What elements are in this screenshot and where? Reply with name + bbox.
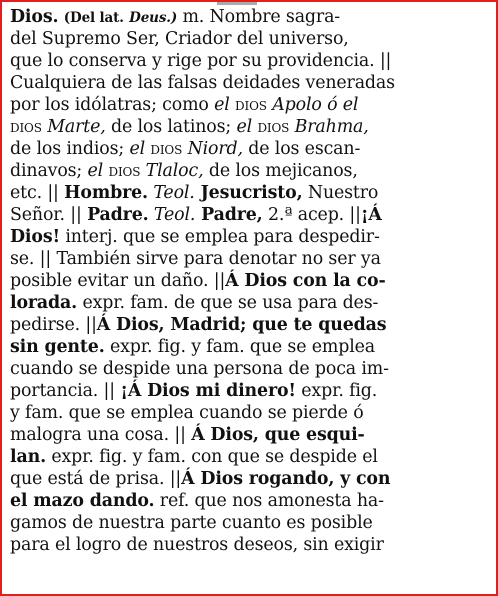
text-run: interj. que se emplea para despedir- [59, 227, 380, 247]
text-run: portancia. || [10, 381, 121, 401]
text-run: del Supremo Ser, Criador del universo, [10, 29, 349, 49]
entry-line [10, 204, 382, 226]
small-caps-run: dios [235, 95, 267, 115]
subentry-head: Dios! [10, 227, 60, 247]
entry-line [10, 226, 380, 248]
entry-line [10, 248, 381, 270]
subentry-head: Hombre. [64, 183, 148, 203]
text-run: ref. que nos amonesta ha- [154, 491, 384, 511]
italic-run: Tlaloc, [140, 161, 204, 181]
text-run: expr. fig. [295, 381, 378, 401]
subentry-head: ¡Á Dios mi dinero! [120, 381, 296, 401]
italic-run: Niord, [182, 139, 243, 159]
text-run: Señor. || [10, 205, 88, 225]
entry-line [10, 270, 386, 292]
entry-line [10, 468, 390, 490]
bold-run: Padre, [195, 205, 263, 225]
subentry-head: lan. [10, 447, 46, 467]
text-run: gamos de nuestra parte cuanto es posible [10, 513, 373, 533]
entry-line [10, 116, 369, 138]
print-smudge [217, 2, 257, 5]
bold-run: Jesucristo, [194, 183, 303, 203]
etymology-word: Deus.) [129, 10, 178, 26]
subentry-head: Á Dios rogando, y con [181, 469, 391, 489]
entry-line [10, 138, 360, 160]
entry-line [10, 336, 375, 358]
text-run: posible evitar un daño. || [10, 271, 226, 291]
entry-line [10, 314, 386, 336]
italic-run: Brahma, [289, 117, 369, 137]
italic-run: ó el [321, 95, 359, 115]
italic-run: Teol. [147, 183, 195, 203]
subentry-head: ¡Á [360, 205, 382, 225]
text-run: expr. fam. de que se usa para des- [77, 293, 379, 313]
entry-line [10, 358, 389, 380]
italic-run: Apolo [266, 95, 322, 115]
text-run: y fam. que se emplea cuando se pierde ó [10, 403, 364, 423]
italic-run: el [236, 117, 258, 137]
text-run: 2.ª acep. || [262, 205, 361, 225]
text-run: malogra una cosa. || [10, 425, 192, 445]
text-run: Cualquiera de las falsas deidades veneradas [10, 73, 395, 93]
entry-line [10, 380, 377, 402]
entry-line [10, 534, 384, 556]
italic-run: el [87, 161, 109, 181]
entry-line [10, 28, 349, 50]
text-run: de los escan- [242, 139, 361, 159]
entry-line [10, 182, 378, 204]
text-run: de los indios; [10, 139, 130, 159]
subentry-head: el mazo dando. [10, 491, 155, 511]
text-run: expr. fig. y fam. que se emplea [104, 337, 375, 357]
small-caps-run: dios [150, 139, 183, 159]
italic-run: el [214, 95, 236, 115]
subentry-head: Á Dios, que esqui- [191, 425, 365, 445]
subentry-head: Á Dios con la co- [225, 271, 386, 291]
small-caps-run: dios [257, 117, 290, 137]
italic-run: Marte, [41, 117, 106, 137]
text-run: cuando se despide una persona de poca im- [10, 359, 389, 379]
text-run: que está de prisa. || [10, 469, 182, 489]
entry-line [10, 50, 391, 72]
italic-run: el [129, 139, 151, 159]
subentry-head: Padre. [87, 205, 149, 225]
italic-run: Teol. [148, 205, 196, 225]
text-run: que lo conserva y rige por su providencia. || [10, 51, 392, 71]
text-run: expr. fig. y fam. con que se despide el [45, 447, 378, 467]
text-run: pedirse. || [10, 315, 97, 335]
entry-line [10, 72, 395, 94]
text-run: de los mejicanos, [203, 161, 358, 181]
text-run: m. Nombre sagra- [177, 7, 341, 27]
text-run: por los idólatras; como [10, 95, 215, 115]
entry-line [10, 446, 378, 468]
entry-line [10, 94, 358, 116]
text-run: dinavos; [10, 161, 88, 181]
headword: Dios. [10, 7, 59, 27]
subentry-head: lorada. [10, 293, 78, 313]
small-caps-run: dios [10, 117, 42, 137]
small-caps-run: dios [108, 161, 141, 181]
subentry-head: sin gente. [10, 337, 105, 357]
subentry-head: Á Dios, Madrid; que te quedas [96, 315, 387, 335]
entry-line [10, 490, 384, 512]
text-run: de los latinos; [105, 117, 237, 137]
text-run: etc. || [10, 183, 65, 203]
entry-line [10, 402, 364, 424]
entry-line [10, 160, 358, 182]
entry-line [10, 292, 378, 314]
text-run: para el logro de nuestros deseos, sin exigir [10, 535, 384, 555]
entry-line [10, 6, 340, 28]
text-run: se. || También sirve para denotar no ser ya [10, 249, 381, 269]
text-run: Nuestro [302, 183, 379, 203]
etymology: (Del lat. [63, 10, 124, 26]
entry-line [10, 512, 373, 534]
entry-line [10, 424, 365, 446]
